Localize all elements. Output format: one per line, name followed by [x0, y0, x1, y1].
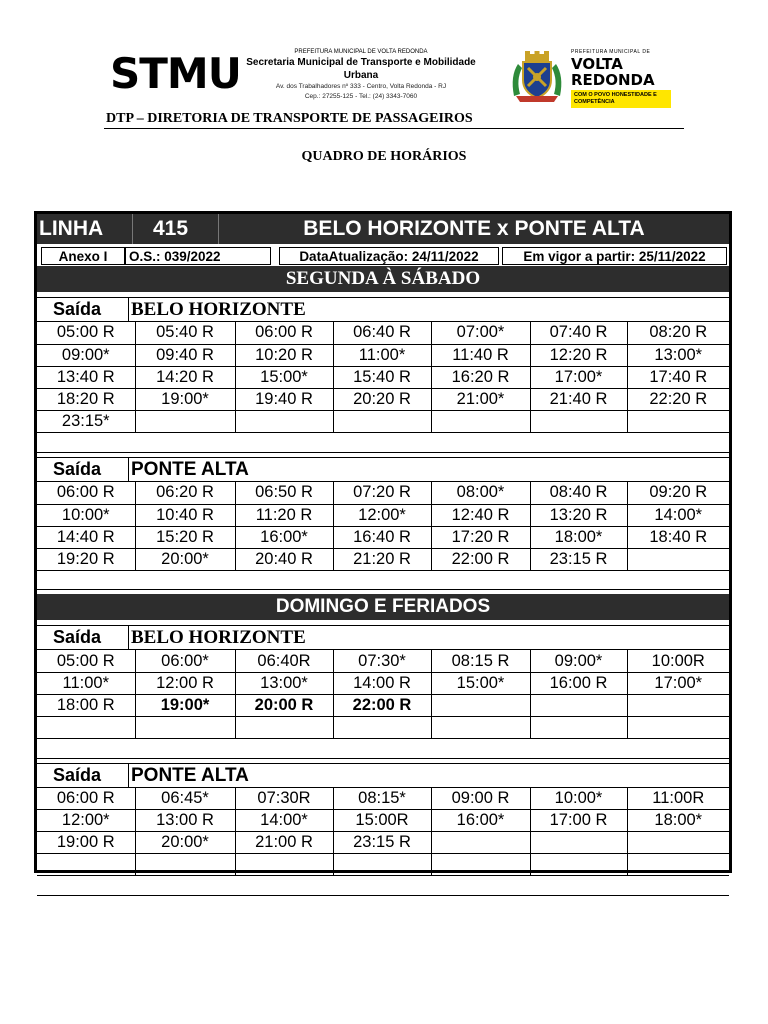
departure-time-cell: 16:40 R — [333, 526, 431, 548]
city-crest-icon — [508, 46, 566, 104]
departure-time-cell: 08:00* — [431, 482, 530, 504]
departure-time-cell: 06:00 R — [37, 788, 135, 810]
departure-time-cell: 13:00 R — [135, 810, 235, 832]
departure-time-cell: 09:00* — [37, 344, 135, 366]
departure-time-cell: 18:40 R — [627, 526, 729, 548]
departure-time-cell: 12:00* — [333, 504, 431, 526]
departure-time-cell — [135, 854, 235, 876]
departure-time-cell: 05:00 R — [37, 322, 135, 344]
departure-times-grid — [37, 322, 729, 433]
departure-time-cell: 14:40 R — [37, 526, 135, 548]
secretaria-name: Secretaria Municipal de Transporte e Mobilidade Urbana — [246, 57, 476, 81]
departure-time-cell: 06:40R — [235, 650, 333, 672]
departure-time-cell: 18:00* — [530, 526, 627, 548]
departure-time-cell: 11:00* — [333, 344, 431, 366]
departure-time-cell: 07:30* — [333, 650, 431, 672]
departure-time-cell — [627, 548, 729, 570]
departure-time-cell: 21:00* — [431, 388, 530, 410]
direction-name: PONTE ALTA — [131, 459, 249, 480]
info-row — [37, 244, 729, 266]
departure-time-cell: 17:40 R — [627, 366, 729, 388]
secretaria-contact: Cep.: 27255-125 - Tel.: (24) 3343-7060 — [304, 93, 418, 100]
departure-time-cell: 11:20 R — [235, 504, 333, 526]
table-row — [37, 526, 729, 548]
departure-time-cell: 20:00* — [135, 832, 235, 854]
schedule-table — [34, 211, 732, 873]
departure-time-cell: 12:00 R — [135, 672, 235, 694]
departure-time-cell: 18:20 R — [37, 388, 135, 410]
table-row — [37, 366, 729, 388]
departure-time-cell: 16:00* — [431, 810, 530, 832]
departure-time-cell: 22:20 R — [627, 388, 729, 410]
departure-time-cell: 06:45* — [135, 788, 235, 810]
day-header: SEGUNDA À SÁBADO — [37, 266, 729, 292]
saida-label: Saída — [37, 298, 129, 321]
departure-time-cell: 15:00* — [431, 672, 530, 694]
departure-time-cell — [235, 854, 333, 876]
departure-time-cell — [627, 694, 729, 716]
departure-time-cell: 07:30R — [235, 788, 333, 810]
departure-time-cell: 08:20 R — [627, 322, 729, 344]
departure-time-cell — [431, 410, 530, 432]
departure-time-cell: 06:20 R — [135, 482, 235, 504]
line-title-row — [37, 214, 729, 244]
departure-time-cell — [431, 694, 530, 716]
departure-time-cell: 21:00 R — [235, 832, 333, 854]
table-row — [37, 322, 729, 344]
departure-time-cell: 06:00 R — [37, 482, 135, 504]
departure-time-cell: 09:00* — [530, 650, 627, 672]
departure-time-cell — [627, 854, 729, 876]
departure-time-cell: 16:00* — [235, 526, 333, 548]
document-title: QUADRO DE HORÁRIOS — [301, 149, 467, 164]
table-row — [37, 504, 729, 526]
departure-time-cell: 10:40 R — [135, 504, 235, 526]
departure-time-cell — [627, 410, 729, 432]
saida-label: Saída — [37, 626, 129, 649]
departure-time-cell: 16:20 R — [431, 366, 530, 388]
departure-times-grid — [37, 650, 729, 739]
departure-time-cell: 15:20 R — [135, 526, 235, 548]
departure-time-cell — [530, 716, 627, 738]
line-route: BELO HORIZONTE x PONTE ALTA — [303, 217, 645, 240]
departure-time-cell: 10:20 R — [235, 344, 333, 366]
volta-redonda-logo — [571, 48, 676, 108]
departure-time-cell — [530, 854, 627, 876]
departure-time-cell: 09:20 R — [627, 482, 729, 504]
section-spacer — [37, 435, 729, 453]
departure-time-cell — [431, 716, 530, 738]
day-header: DOMINGO E FERIADOS — [37, 594, 729, 620]
departure-time-cell: 07:20 R — [333, 482, 431, 504]
departure-time-cell: 06:00 R — [235, 322, 333, 344]
departure-time-cell: 19:20 R — [37, 548, 135, 570]
departure-time-cell — [333, 854, 431, 876]
vr-logo-slogan: COM O POVO HONESTIDADE E COMPETÊNCIA — [571, 90, 671, 108]
table-row — [37, 650, 729, 672]
departure-time-cell: 17:20 R — [431, 526, 530, 548]
departure-time-cell: 17:00 R — [530, 810, 627, 832]
departure-time-cell: 23:15* — [37, 410, 135, 432]
departure-time-cell: 06:40 R — [333, 322, 431, 344]
table-row — [37, 716, 729, 738]
departure-time-cell: 12:40 R — [431, 504, 530, 526]
update-date: DataAtualização: 24/11/2022 — [279, 247, 499, 265]
departure-time-cell: 20:00* — [135, 548, 235, 570]
table-row — [37, 344, 729, 366]
departure-time-cell: 07:00* — [431, 322, 530, 344]
departure-time-cell: 17:00* — [530, 366, 627, 388]
vr-logo-redonda: REDONDA — [571, 71, 655, 89]
departure-time-cell: 06:50 R — [235, 482, 333, 504]
departure-time-cell: 08:40 R — [530, 482, 627, 504]
departure-time-cell — [235, 716, 333, 738]
vr-logo-volta: VOLTA — [571, 55, 623, 73]
vr-logo-prefeitura: PREFEITURA MUNICIPAL DE — [571, 49, 651, 55]
departure-time-cell — [333, 410, 431, 432]
departure-time-cell: 15:00R — [333, 810, 431, 832]
departure-time-cell: 22:00 R — [333, 694, 431, 716]
os-number: O.S.: 039/2022 — [125, 247, 271, 265]
departure-times-grid — [37, 482, 729, 571]
departure-time-cell: 05:40 R — [135, 322, 235, 344]
anexo-label: Anexo I — [41, 247, 125, 265]
departure-time-cell: 13:00* — [235, 672, 333, 694]
saida-label: Saída — [37, 764, 129, 787]
table-row — [37, 854, 729, 876]
line-label: LINHA — [37, 214, 133, 244]
section-spacer — [37, 572, 729, 590]
departure-time-cell: 13:00* — [627, 344, 729, 366]
departure-time-cell: 08:15 R — [431, 650, 530, 672]
departure-time-cell: 19:40 R — [235, 388, 333, 410]
departure-time-cell — [530, 694, 627, 716]
departure-time-cell: 22:00 R — [431, 548, 530, 570]
departure-time-cell: 12:00* — [37, 810, 135, 832]
departure-time-cell — [530, 832, 627, 854]
direction-name: PONTE ALTA — [131, 764, 249, 786]
direction-row — [37, 457, 729, 482]
table-row — [37, 482, 729, 504]
table-row — [37, 548, 729, 570]
departure-time-cell: 18:00 R — [37, 694, 135, 716]
departure-time-cell: 23:15 R — [530, 548, 627, 570]
departure-time-cell — [135, 410, 235, 432]
departure-time-cell: 07:40 R — [530, 322, 627, 344]
departure-time-cell: 17:00* — [627, 672, 729, 694]
effective-date: Em vigor a partir: 25/11/2022 — [502, 247, 727, 265]
direction-name: BELO HORIZONTE — [131, 627, 306, 649]
departure-time-cell — [627, 832, 729, 854]
departure-time-cell: 05:00 R — [37, 650, 135, 672]
departure-time-cell — [37, 716, 135, 738]
departure-time-cell: 06:00* — [135, 650, 235, 672]
departure-time-cell: 19:00 R — [37, 832, 135, 854]
departure-time-cell: 10:00R — [627, 650, 729, 672]
section-spacer — [37, 741, 729, 759]
table-row — [37, 388, 729, 410]
departure-time-cell — [135, 716, 235, 738]
departure-time-cell: 19:00* — [135, 388, 235, 410]
departure-time-cell: 11:40 R — [431, 344, 530, 366]
table-row — [37, 788, 729, 810]
departure-time-cell: 15:40 R — [333, 366, 431, 388]
departure-time-cell: 13:40 R — [37, 366, 135, 388]
departure-time-cell: 11:00* — [37, 672, 135, 694]
departure-time-cell: 10:00* — [530, 788, 627, 810]
departure-time-cell: 10:00* — [37, 504, 135, 526]
table-row — [37, 410, 729, 432]
departure-time-cell — [333, 716, 431, 738]
direction-row — [37, 625, 729, 650]
secretaria-address: Av. dos Trabalhadores nº 333 - Centro, Volta Redonda - RJ — [275, 83, 447, 90]
table-row — [37, 810, 729, 832]
departure-time-cell: 20:20 R — [333, 388, 431, 410]
departure-time-cell: 08:15* — [333, 788, 431, 810]
document-header — [104, 44, 684, 114]
direction-row — [37, 763, 729, 788]
departure-time-cell: 13:20 R — [530, 504, 627, 526]
departure-time-cell: 18:00* — [627, 810, 729, 832]
header-divider — [104, 128, 684, 129]
departure-time-cell: 23:15 R — [333, 832, 431, 854]
section-spacer — [37, 878, 729, 896]
departure-time-cell: 21:40 R — [530, 388, 627, 410]
departure-time-cell — [627, 716, 729, 738]
prefeitura-line: PREFEITURA MUNICIPAL DE VOLTA REDONDA — [294, 49, 428, 55]
direction-name: BELO HORIZONTE — [131, 299, 306, 320]
departure-time-cell — [431, 832, 530, 854]
line-number: 415 — [133, 214, 219, 244]
direction-row — [37, 297, 729, 322]
departure-time-cell: 15:00* — [235, 366, 333, 388]
saida-label: Saída — [37, 458, 129, 481]
departure-time-cell: 14:00* — [627, 504, 729, 526]
departure-time-cell: 21:20 R — [333, 548, 431, 570]
departure-times-grid — [37, 788, 729, 877]
table-row — [37, 694, 729, 716]
departure-time-cell — [530, 410, 627, 432]
departure-time-cell: 20:00 R — [235, 694, 333, 716]
table-row — [37, 672, 729, 694]
departure-time-cell: 12:20 R — [530, 344, 627, 366]
departure-time-cell: 14:00* — [235, 810, 333, 832]
table-row — [37, 832, 729, 854]
departure-time-cell: 16:00 R — [530, 672, 627, 694]
departure-time-cell: 20:40 R — [235, 548, 333, 570]
dtp-title: DTP – DIRETORIA DE TRANSPORTE DE PASSAGEIROS — [106, 111, 473, 126]
departure-time-cell: 09:40 R — [135, 344, 235, 366]
departure-time-cell — [37, 854, 135, 876]
departure-time-cell — [235, 410, 333, 432]
departure-time-cell: 19:00* — [135, 694, 235, 716]
secretaria-block — [230, 48, 492, 102]
departure-time-cell — [431, 854, 530, 876]
stmu-logo: STMU — [110, 49, 241, 98]
departure-time-cell: 14:00 R — [333, 672, 431, 694]
departure-time-cell: 11:00R — [627, 788, 729, 810]
departure-time-cell: 09:00 R — [431, 788, 530, 810]
departure-time-cell: 14:20 R — [135, 366, 235, 388]
